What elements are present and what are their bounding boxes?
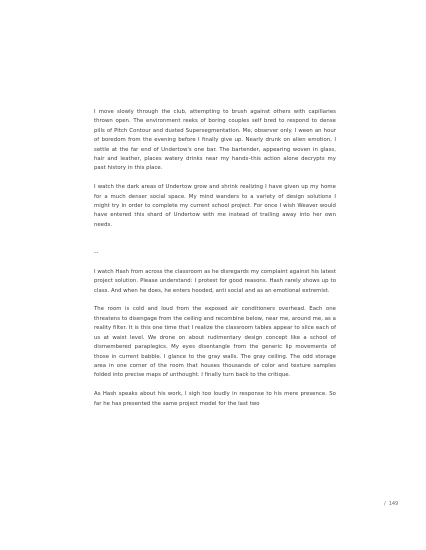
paragraph: I watch Hash from across the classroom as he disregards my complaint against his latest project solution. Please understand: I protest for good reasons. Hash rarely shows up to class. And when he does, he enters hooded, anti social and as an emotional extremist. <box>94 268 336 294</box>
paragraph: As Hash speaks about his work, I sigh too loudly in response to his mere presence. So far he has presented the same project model for the last two <box>94 391 336 407</box>
body-text <box>94 108 336 418</box>
paragraph: I watch the dark areas of Undertow grow and shrink realizing I have given up my home for a much denser social space. My mind wanders to a variety of design solutions I might try in order to complete my current school project. For once I wish Weaver would have entered this shard of Undertow with me instead of trailing away into her own needs. <box>94 184 336 228</box>
page-footer <box>384 500 398 508</box>
section-separator: -- <box>94 250 99 257</box>
folio-slash: / <box>384 501 386 507</box>
paragraph: The room is cold and loud from the exposed air conditioners overhead. Each one threatens to disengage from the ceiling and recombine below, near me, around me, as a reality filter. It is this one time that I realize the classroom tables appear to slice each of us at waist level. We drone on about rudimentary design concept like a school of dismembered paraplegics. My eyes disentangle from the generic lip movements of those in current babble. I glance to the gray walls. The gray ceiling. The odd storage area in one corner of the room that houses thousands of color and texture samples folded into precise maps of unthought. I finally turn back to the critique. <box>94 306 336 379</box>
paragraph: I move slowly through the club, attempting to brush against others with capillaries thrown open. The environment reeks of boring couples self bred to respond to dense pills of Pitch Contour and dusted Supersegmentation. Me, observer only. I ween an hour of boredom from the evening before I finally give up. Nearly drunk on alien emotion, I settle at the far end of Undertow's one bar. The bartender, appearing woven in glass, hair and leather, places watery drinks near my hands–this action alone decrypts my past history in this place. <box>94 109 336 172</box>
page-number: 149 <box>388 501 399 507</box>
